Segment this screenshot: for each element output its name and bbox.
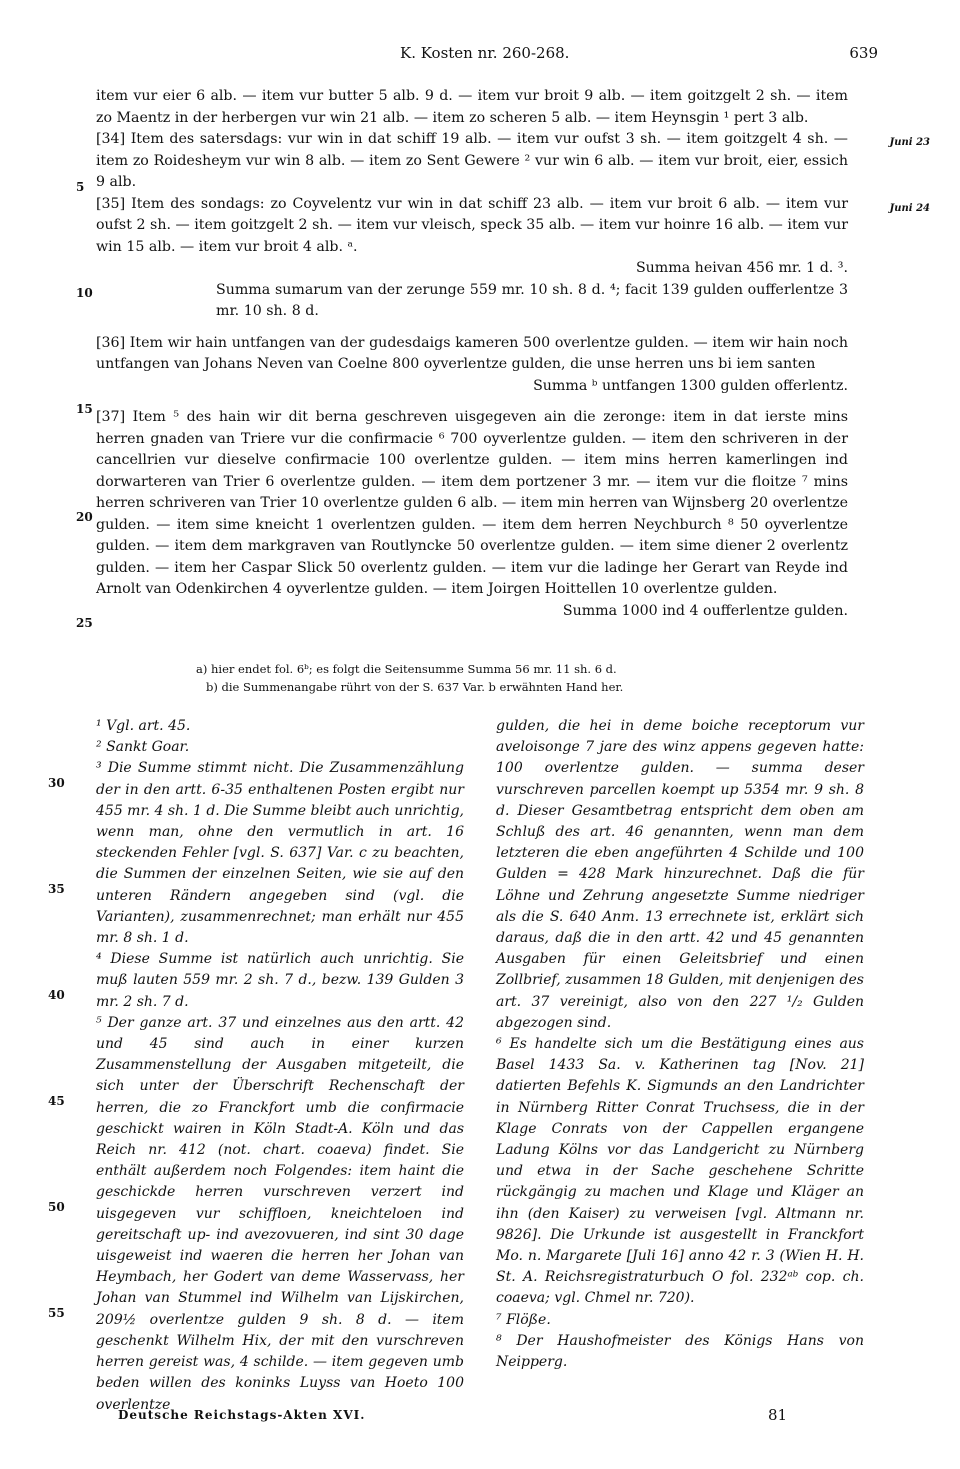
line-number: 15 [76, 402, 93, 416]
footnote-column-right [496, 716, 864, 1373]
running-header [0, 44, 960, 68]
paragraph-34: [34] Item des satersdags: vur win in dat schiff 19 alb. — item vur oufst 3 sh. — item goitzgelt 4 sh. — item zo Roidesheym vur win 8 alb. — item zo Sent Gewere ² vur win 6 alb. — item vur broit, eier, essich 9 alb. [96, 131, 848, 190]
footnote-column-left [96, 716, 464, 1416]
page-number: 639 [849, 44, 878, 62]
margin-date: Juni 23 [889, 137, 930, 148]
variant-apparatus [196, 660, 880, 696]
variant-note-b: b) die Summenangabe rührt von der S. 637 Var. b erwähnten Hand her. [206, 680, 624, 694]
footnote-5: ⁵ Der ganze art. 37 und einzelnes aus den artt. 42 und 45 sind auch in einer kurzen Zusammenstellung der Ausgaben mitgeteilt, die sich unter der Überschrift Rechenschaft der herren, die zo Franckfort umb die confirmacie geschickt wairen in Köln Stadt-A. Köln und das Reich nr. 412 (not. chart. coaeva) findet. Sie enthält außerdem noch Folgendes: item haint die geschickde herren vurschreven verzert ind uisgegeven vur schiffloen, kneichteloen ind gereitschaft up- ind avezovueren, ind sint 30 dage uisgeweist ind waeren die herren her Johan van Heymbach, her Godert van deme Wasservass, her Johan van Stummel ind Wilhelm van Lijskirchen, 209½ overlentze gulden 9 sh. 8 d. — item geschenkt Wilhelm Hix, der mit den vurschreven herren gereist was, 4 schilde. — item gegeven umb beden willen des koninks Luyss van Hoeto 100 overlentze [96, 1014, 464, 1413]
margin-date: Juni 24 [889, 203, 930, 214]
paragraph-37: [37] Item ⁵ des hain wir dit berna geschreven uisgegeven ain die zeronge: item in dat ierste mins herren gnaden van Triere vur die confirmacie ⁶ 700 oyverlentze gulden. — item den schriveren in der cancellrien vur dieselve confirmacie 100 overlentze gulden. — item mins herren kamerlingen ind dorwarteren van Trier 6 overlentze gulden. — item dem portzener 3 mr. — item vur die floitze ⁷ mins herren schriveren van Trier 10 overlentze gulden 6 alb. — item min herren van Wijnsberg 20 overlentze gulden. — item sime kneicht 1 overlentzen gulden. — item dem herren Neychburch ⁸ 50 oyverlentze gulden. — item dem markgraven van Routlyncke 50 overlentze gulden. — item sime diener 2 overlentz gulden. — item her Caspar Slick 50 overlentz gulden. — item vur die ladinge her Gerart van Reyde ind Arnolt van Odenkirchen 4 oyverlentze gulden. — item Joirgen Hoittellen 10 overlentze gulden. [96, 409, 848, 597]
footnote-2: ² Sankt Goar. [96, 739, 190, 756]
summa-sumarum: Summa sumarum van der zerunge 559 mr. 10 sh. 8 d. ⁴; facit 139 gulden oufferlentze 3 mr. 10 sh. 8 d. [216, 281, 848, 319]
footnote-4: ⁴ Diese Summe ist natürlich auch unrichtig. Sie muß lauten 559 mr. 2 sh. 7 d., bezw. 139 Gulden 3 mr. 2 sh. 7 d. [96, 951, 464, 1010]
line-number: 20 [76, 510, 93, 524]
footnote-5-continued: gulden, die hei in deme boiche receptorum vur aveloisonge 7 jare des winz appens gegeven hatte: 100 overlentze gulden. — summa deser vurschreven parcellen koempt up 5354 mr. 9 sh. 8 d. Dieser Gesamtbetrag entspricht dem oben am Schluß des art. 46 genannten, wenn man dem letzteren die eben angeführten 4 Schilde und 100 Gulden = 428 Mark hinzurechnet. Daß die für Löhne und Zehrung angesetzte Summe niedriger als die S. 640 Anm. 13 errechnete ist, erklärt sich daraus, daß die in den artt. 42 und 45 genannten Ausgaben für einen Geleitsbrief und einen Zollbrief, zusammen 18 Gulden, mit denjenigen des art. 37 vereinigt, also von den 227 ¹/₂ Gulden abgezogen sind. [496, 718, 864, 1031]
line-number: 5 [76, 180, 85, 194]
signature-number: 81 [768, 1406, 788, 1424]
footnote-6: ⁶ Es handelte sich um die Bestätigung eines aus Basel 1433 Sa. v. Katherinen tag [Nov. 21] datierten Befehls K. Sigmunds an den Landrichter in Nürnberg Ritter Conrat Truchsess, die in der Klage Conrats von der Cappellen ergangene Ladung Kölns vor das Landgericht zu Nürnberg und etwa in der Sache geschehene Schritte rückgängig zu machen und Klage und Kläger an ihn (den Kaiser) zu verweisen [vgl. Altmann nr. 9826]. Die Urkunde ist ausgestellt in Franckfort Mo. n. Margarete [Juli 16] anno 42 r. 3 (Wien H. H. St. A. Reichsregistraturbuch O fol. 232ᵃᵇ cop. ch. coaeva; vgl. Chmel nr. 720). [496, 1036, 864, 1307]
summa-heivan: Summa heivan 456 mr. 1 d. ³. [635, 260, 848, 276]
paragraph-items: item vur eier 6 alb. — item vur butter 5 alb. 9 d. — item vur broit 9 alb. — item goitzgelt 2 sh. — item zo Maentz in der herbergen vur win 21 alb. — item zo scheren 5 alb. — item Heynsgin ¹ pert 3 alb. [96, 88, 848, 126]
line-number: 55 [48, 1306, 65, 1320]
footnote-7: ⁷ Flöße. [496, 1311, 551, 1328]
footnote-3: ³ Die Summe stimmt nicht. Die Zusammenzählung der in den artt. 6-35 enthaltenen Posten ergibt nur 455 mr. 4 sh. 1 d. Die Summe bleibt auch unrichtig, wenn man, ohne den vermutlich in art. 16 steckenden Fehler [vgl. S. 637] Var. c zu beachten, die Summen der einzelnen Seiten, wie sie auf den unteren Rändern angegeben sind (vgl. die Varianten), zusammenrechnet; man erhält nur 455 mr. 8 sh. 1 d. [96, 760, 464, 947]
summa-36: Summa ᵇ untfangen 1300 gulden offerlentz. [533, 377, 848, 394]
line-number: 50 [48, 1200, 65, 1214]
line-number: 35 [48, 882, 65, 896]
line-number: 45 [48, 1094, 65, 1108]
summa-37: Summa 1000 ind 4 oufferlentze gulden. [562, 602, 848, 619]
series-title: Deutsche Reichstags-Akten XVI. [118, 1408, 366, 1422]
line-number: 10 [76, 286, 93, 300]
paragraph-36: [36] Item wir hain untfangen van der gudesdaigs kameren 500 overlentze gulden. — item wir hain noch untfangen van Johans Neven van Coelne 800 oyverlentze gulden, die unse herren uns bi iem santen [96, 334, 848, 372]
footnote-1: ¹ Vgl. art. 45. [96, 718, 191, 734]
paragraph-35: [35] Item des sondags: zo Coyvelentz vur win in dat schiff 23 alb. — item vur broit 6 alb. — item vur oufst 2 sh. — item goitzgelt 2 sh. — item vur vleisch, speck 35 alb. — item vur hoinre 16 alb. — item vur win 15 alb. — item vur broit 4 alb. ᵃ. [96, 195, 848, 255]
line-number: 40 [48, 988, 65, 1002]
main-text [96, 86, 848, 622]
line-number: 25 [76, 616, 93, 630]
footnote-8: ⁸ Der Haushofmeister des Königs Hans von Neipperg. [496, 1332, 864, 1371]
line-number: 30 [48, 776, 65, 790]
running-title: K. Kosten nr. 260-268. [400, 44, 570, 62]
variant-note-a: a) hier endet fol. 6ᵇ; es folgt die Seitensumme Summa 56 mr. 11 sh. 6 d. [196, 662, 617, 676]
